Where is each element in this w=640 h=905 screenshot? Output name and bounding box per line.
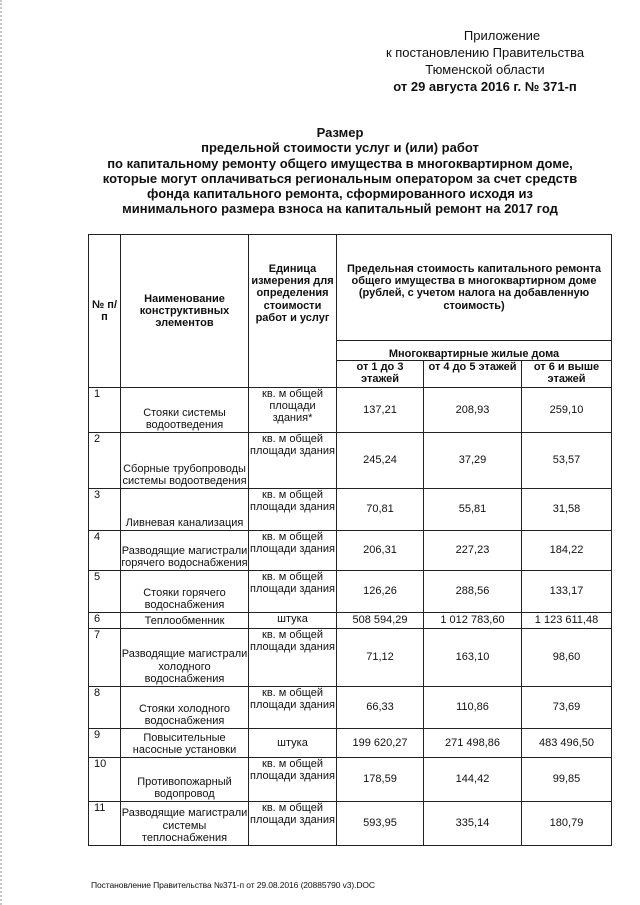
value-floors-4-5: 163,10 bbox=[424, 629, 522, 687]
unit-cell: кв. м общей площади здания bbox=[249, 571, 337, 613]
element-name: Разводящие магистрали системы теплоснабжения bbox=[121, 802, 249, 846]
row-number: 1 bbox=[89, 388, 121, 433]
title-line-1: Размер bbox=[316, 125, 364, 140]
header-floors-4-5: от 4 до 5 этажей bbox=[424, 361, 522, 388]
value-floors-1-3: 206,31 bbox=[337, 531, 424, 571]
header-apartment-buildings: Многоквартирные жилые дома bbox=[337, 341, 612, 361]
table-row bbox=[89, 629, 612, 687]
title-line-4: которые могут оплачиваться региональным оператором за счет средств bbox=[102, 170, 578, 186]
value-floors-1-3: 245,24 bbox=[337, 433, 424, 489]
value-floors-4-5: 1 012 783,60 bbox=[424, 613, 522, 629]
value-floors-6-plus: 180,79 bbox=[522, 802, 612, 846]
row-number: 10 bbox=[89, 758, 121, 802]
element-name: Повысительные насосные установки bbox=[121, 729, 249, 758]
unit-cell: кв. м общей площади здания bbox=[249, 687, 337, 729]
unit-cell: кв. м общей площади здания* bbox=[249, 388, 337, 433]
unit-cell: штука bbox=[249, 729, 337, 758]
table-row bbox=[89, 758, 612, 802]
value-floors-6-plus: 31,58 bbox=[522, 489, 612, 531]
value-floors-6-plus: 1 123 611,48 bbox=[522, 613, 612, 629]
element-name: Теплообменник bbox=[121, 613, 249, 629]
row-number: 2 bbox=[89, 433, 121, 489]
element-name: Ливневая канализация bbox=[121, 489, 249, 531]
value-floors-1-3: 508 594,29 bbox=[337, 613, 424, 629]
element-name: Разводящие магистрали горячего водоснабжения bbox=[121, 531, 249, 571]
unit-cell: кв. м общей площади здания bbox=[249, 433, 337, 489]
appendix-line-1: Приложение bbox=[463, 28, 541, 43]
element-name: Сборные трубопроводы системы водоотведения bbox=[121, 433, 249, 489]
row-number: 8 bbox=[89, 687, 121, 729]
element-name: Разводящие магистрали холодного водоснабжения bbox=[121, 629, 249, 687]
value-floors-4-5: 110,86 bbox=[424, 687, 522, 729]
unit-cell: кв. м общей площади здания bbox=[249, 629, 337, 687]
row-number: 5 bbox=[89, 571, 121, 613]
title-line-6: минимального размера взноса на капитальный ремонт на 2017 год bbox=[122, 201, 558, 217]
element-name: Противопожарный водопровод bbox=[121, 758, 249, 802]
header-max-cost: Предельная стоимость капитального ремонта общего имущества в многоквартирном доме (рублей, с учетом налога на добавленную стоимость) bbox=[337, 235, 612, 341]
value-floors-1-3: 70,81 bbox=[337, 489, 424, 531]
element-name: Стояки холодного водоснабжения bbox=[121, 687, 249, 729]
value-floors-6-plus: 99,85 bbox=[522, 758, 612, 802]
row-number: 9 bbox=[89, 729, 121, 758]
value-floors-1-3: 126,26 bbox=[337, 571, 424, 613]
header-unit: Единица измерения для определения стоимости работ и услуг bbox=[249, 235, 337, 388]
unit-cell: кв. м общей площади здания bbox=[249, 489, 337, 531]
appendix-line-4: от 29 августа 2016 г. № 371-п bbox=[393, 79, 577, 94]
table-row bbox=[89, 433, 612, 489]
value-floors-6-plus: 184,22 bbox=[522, 531, 612, 571]
value-floors-4-5: 37,29 bbox=[424, 433, 522, 489]
value-floors-4-5: 288,56 bbox=[424, 571, 522, 613]
value-floors-6-plus: 259,10 bbox=[522, 388, 612, 433]
row-number: 3 bbox=[89, 489, 121, 531]
value-floors-4-5: 227,23 bbox=[424, 531, 522, 571]
table-row bbox=[89, 571, 612, 613]
unit-cell: кв. м общей площади здания bbox=[249, 802, 337, 846]
row-number: 11 bbox=[89, 802, 121, 846]
table-row bbox=[89, 687, 612, 729]
cost-table bbox=[88, 234, 612, 846]
row-number: 7 bbox=[89, 629, 121, 687]
document-title bbox=[60, 125, 620, 217]
header-element-name: Наименование конструктивных элементов bbox=[121, 235, 249, 388]
value-floors-6-plus: 133,17 bbox=[522, 571, 612, 613]
header-floors-6-plus: от 6 и выше этажей bbox=[522, 361, 612, 388]
header-floors-1-3: от 1 до 3 этажей bbox=[337, 361, 424, 388]
row-number: 6 bbox=[89, 613, 121, 629]
value-floors-6-plus: 98,60 bbox=[522, 629, 612, 687]
unit-cell: кв. м общей площади здания bbox=[249, 758, 337, 802]
table-row bbox=[89, 802, 612, 846]
value-floors-4-5: 335,14 bbox=[424, 802, 522, 846]
table-row bbox=[89, 489, 612, 531]
document-footer: Постановление Правительства №371-п от 29.08.2016 (20885790 v3).DOC bbox=[91, 880, 375, 890]
value-floors-4-5: 144,42 bbox=[424, 758, 522, 802]
value-floors-4-5: 208,93 bbox=[424, 388, 522, 433]
table-row bbox=[89, 729, 612, 758]
appendix-line-3: Тюменской области bbox=[425, 62, 545, 77]
table-row bbox=[89, 613, 612, 629]
value-floors-6-plus: 53,57 bbox=[522, 433, 612, 489]
table-row bbox=[89, 388, 612, 433]
value-floors-4-5: 271 498,86 bbox=[424, 729, 522, 758]
appendix-line-2: к постановлению Правительства bbox=[385, 45, 585, 60]
header-number: № п/п bbox=[89, 235, 121, 388]
title-line-3: по капитальному ремонту общего имущества в многоквартирном доме, bbox=[107, 155, 573, 171]
title-line-5: фонда капитального ремонта, сформированного исходя из bbox=[147, 186, 533, 202]
title-line-2: предельной стоимости услуг и (или) работ bbox=[201, 140, 479, 156]
value-floors-1-3: 137,21 bbox=[337, 388, 424, 433]
scan-binding-edge bbox=[0, 0, 10, 905]
unit-cell: штука bbox=[249, 613, 337, 629]
value-floors-6-plus: 73,69 bbox=[522, 687, 612, 729]
value-floors-6-plus: 483 496,50 bbox=[522, 729, 612, 758]
table-row bbox=[89, 531, 612, 571]
value-floors-1-3: 71,12 bbox=[337, 629, 424, 687]
value-floors-4-5: 55,81 bbox=[424, 489, 522, 531]
element-name: Стояки системы водоотведения bbox=[121, 388, 249, 433]
row-number: 4 bbox=[89, 531, 121, 571]
value-floors-1-3: 593,95 bbox=[337, 802, 424, 846]
element-name: Стояки горячего водоснабжения bbox=[121, 571, 249, 613]
appendix-header bbox=[330, 27, 640, 95]
value-floors-1-3: 66,33 bbox=[337, 687, 424, 729]
unit-cell: кв. м общей площади здания bbox=[249, 531, 337, 571]
value-floors-1-3: 199 620,27 bbox=[337, 729, 424, 758]
value-floors-1-3: 178,59 bbox=[337, 758, 424, 802]
